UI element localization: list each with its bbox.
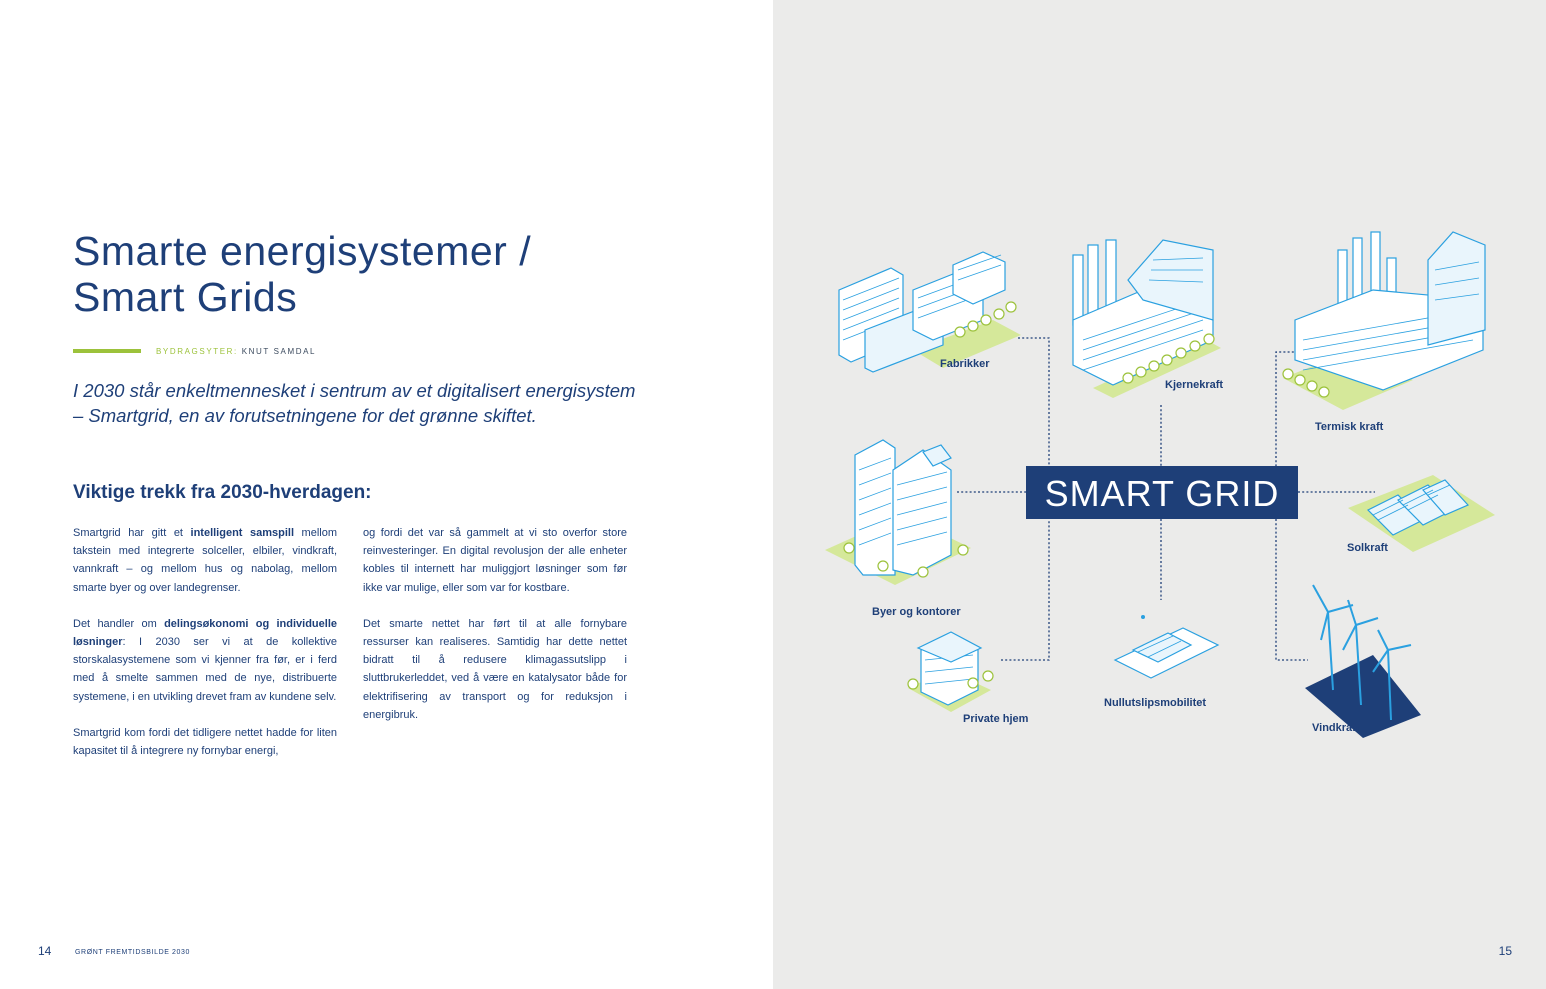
city-offices-illustration: [825, 440, 971, 618]
label-byer: Byer og kontorer: [872, 606, 961, 618]
smart-grid-hub: [1026, 466, 1298, 519]
nuclear-plant-illustration: [1073, 240, 1223, 398]
col1-p2-bold: delingsøkonomi og individuelle løsninger: [73, 617, 337, 649]
page-number-right: 15: [1498, 944, 1512, 958]
lead-line-1: I 2030 står enkeltmennesket i sentrum av et digitalisert energisystem: [73, 380, 636, 401]
col1-p2-text-a: Det handler om: [73, 617, 165, 630]
lead-paragraph: [73, 378, 653, 428]
solar-farm-illustration: [1347, 475, 1495, 554]
col1-paragraph-3: Smartgrid kom fordi det tidligere nettet hadde for liten kapasitet til å integrere ny fornybar energi,: [73, 726, 337, 758]
col2-paragraph-1: og fordi det var så gammelt at vi sto overfor store reinvesteringer. En digital revolusjon der alle enheter kobles til internett har muliggjort løsninger som før ikke var mulige, eller som var for kostbare.: [363, 527, 627, 594]
title-accent-rule: [73, 349, 141, 353]
private-homes-illustration: [908, 632, 1029, 725]
lead-line-2: – Smartgrid, en av forutsetningene for det grønne skiftet.: [73, 405, 537, 426]
label-solkraft: Solkraft: [1347, 542, 1388, 554]
label-kjernekraft: Kjernekraft: [1165, 379, 1224, 391]
contributor-label: BYDRAGSYTER:: [156, 347, 238, 356]
col2-paragraph-2: Det smarte nettet har ført til at alle fornybare ressurser kan realiseres. Samtidig har dette nettet bidratt til å redusere klimagassutslipp i sluttbrukerleddet, ved å være en katalysator både for elektrifisering av transport og for reduksjon i energibruk.: [363, 617, 627, 721]
label-vindkraft: Vindkraft: [1312, 722, 1360, 734]
hub-label: SMART GRID: [1044, 473, 1280, 514]
page-number-left: 14: [38, 944, 52, 958]
label-termisk: Termisk kraft: [1315, 421, 1384, 433]
footer-publication-title: GRØNT FREMTIDSBILDE 2030: [75, 949, 191, 956]
label-private: Private hjem: [963, 713, 1029, 725]
label-fabrikker: Fabrikker: [940, 358, 990, 370]
contributor-name: KNUT SAMDAL: [241, 347, 317, 356]
body-column-1: [73, 524, 337, 778]
contributor-byline: [156, 347, 316, 356]
col1-p1-text-c: mellom takstein med integrerte solceller, elbiler, vindkraft, vannkraft – og mellom hus og nabolag, mellom smarte byer og over landegrenser.: [73, 527, 337, 594]
col1-p1-text-a: Smartgrid har gitt et: [73, 527, 191, 539]
zero-emission-mobility-illustration: [1104, 615, 1218, 709]
label-nullutslipp: Nullutslipsmobilitet: [1104, 697, 1207, 709]
body-column-2: [363, 524, 627, 742]
page-title: Smarte energisystemer / Smart Grids: [73, 228, 532, 320]
section-subheading: Viktige trekk fra 2030-hverdagen:: [73, 482, 372, 503]
thermal-plant-illustration: [1283, 232, 1485, 433]
col1-paragraph-1: [73, 524, 337, 597]
col1-paragraph-2: [73, 615, 337, 706]
factory-illustration: [839, 252, 1021, 372]
right-page: [773, 0, 1546, 989]
wind-farm-illustration: [1305, 585, 1421, 738]
smart-grid-diagram: [773, 0, 1546, 989]
col1-p2-text-c: : I 2030 ser vi at de kollektive storskalasystemene som vi kjenner fra før, er i ferd med å smelte sammen med de nye, distribuerte systemene, i en utvikling drevet fram av kundene selv.: [73, 636, 337, 703]
col1-p1-bold: intelligent samspill: [190, 527, 295, 539]
